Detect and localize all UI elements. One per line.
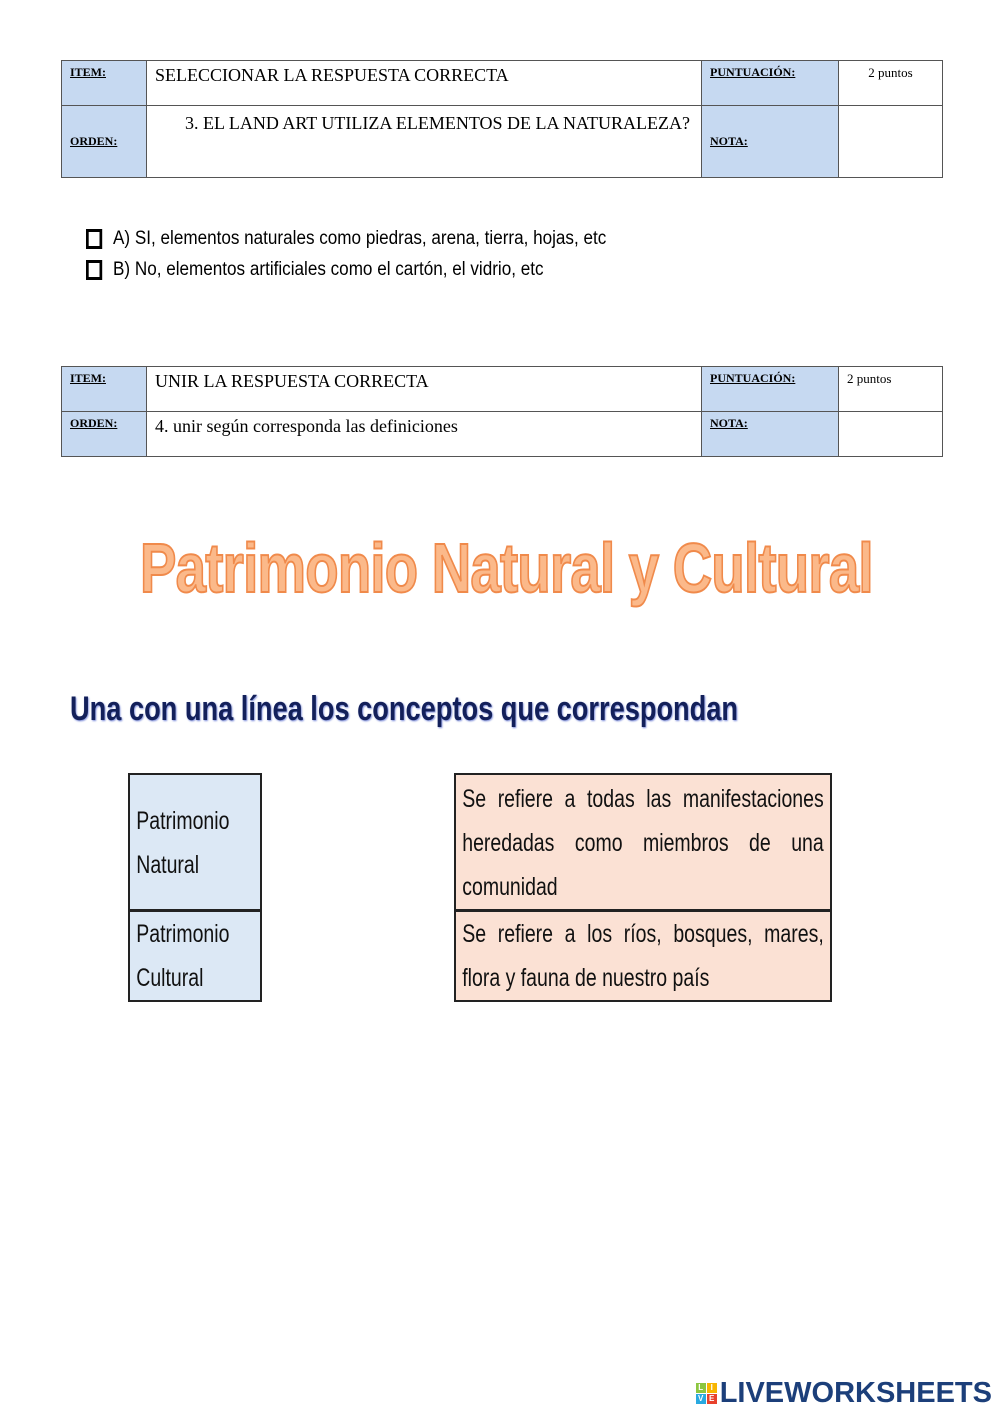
instruction: Una con una línea los conceptos que correspondan <box>70 690 739 728</box>
orden-label: ORDEN: <box>62 106 147 178</box>
option-a-label: A) SI, elementos naturales como piedras, arena, tierra, hojas, etc <box>113 228 607 249</box>
definition-1: Se refiere a todas las manifestaciones heredadas como miembros de una comunidad <box>462 785 824 901</box>
nota-field[interactable] <box>839 106 943 178</box>
item-label: ITEM: <box>62 61 147 106</box>
question-text: 3. EL LAND ART UTILIZA ELEMENTOS DE LA NATURALEZA? <box>147 106 702 178</box>
question-3-header-table <box>61 60 943 178</box>
concept-natural: Patrimonio Natural <box>136 807 230 879</box>
option-b-label: B) No, elementos artificiales como el cartón, el vidrio, etc <box>113 259 544 280</box>
option-a[interactable] <box>86 228 606 250</box>
points-value: 2 puntos <box>839 61 943 106</box>
question-text: 4. unir según corresponda las definiciones <box>147 412 702 457</box>
checkbox[interactable] <box>86 229 102 249</box>
definition-2: Se refiere a los ríos, bosques, mares, flora y fauna de nuestro país <box>462 920 824 992</box>
logo-text: LIVEWORKSHEETS <box>719 1377 992 1409</box>
concept-cultural-box[interactable] <box>128 910 262 1002</box>
concept-natural-box[interactable] <box>128 773 262 911</box>
nota-field[interactable] <box>839 412 943 457</box>
item-text: UNIR LA RESPUESTA CORRECTA <box>147 367 702 412</box>
orden-label: ORDEN: <box>62 412 147 457</box>
definition-2-box[interactable] <box>454 910 832 1002</box>
nota-label: NOTA: <box>702 106 839 178</box>
concept-cultural: Patrimonio Cultural <box>136 920 230 992</box>
puntuacion-label: PUNTUACIÓN: <box>702 61 839 106</box>
checkbox[interactable] <box>86 260 102 280</box>
logo-icon: L I V E <box>696 1383 717 1404</box>
option-b[interactable] <box>86 259 544 281</box>
puntuacion-label: PUNTUACIÓN: <box>702 367 839 412</box>
item-label: ITEM: <box>62 367 147 412</box>
worksheet-title: Patrimonio Natural y Cultural <box>140 529 873 607</box>
item-text: SELECCIONAR LA RESPUESTA CORRECTA <box>147 61 702 106</box>
definition-1-box[interactable] <box>454 773 832 911</box>
points-value: 2 puntos <box>839 367 943 412</box>
nota-label: NOTA: <box>702 412 839 457</box>
question-4-header-table <box>61 366 943 457</box>
liveworksheets-logo <box>696 1377 992 1410</box>
